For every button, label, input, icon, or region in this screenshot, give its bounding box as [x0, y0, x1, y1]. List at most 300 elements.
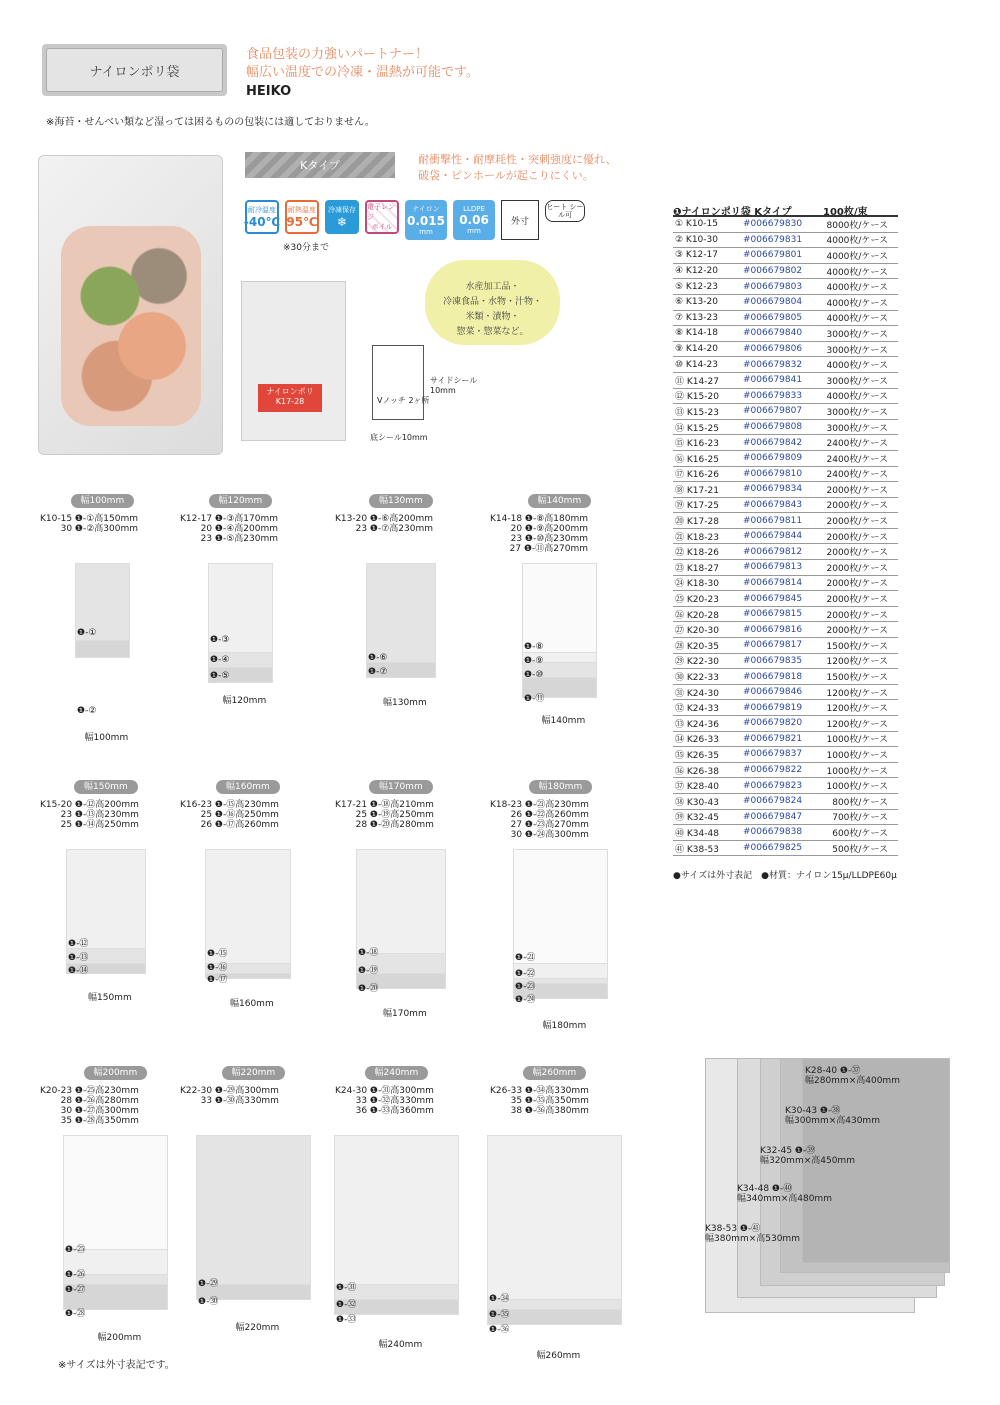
- width-label: 幅170mm: [383, 1009, 427, 1019]
- cell-size: ㉑ K18-23: [675, 532, 719, 543]
- table-row: [673, 248, 898, 264]
- table-row: [673, 420, 898, 436]
- cell-qty: 4000枚/ケース: [826, 251, 888, 262]
- bag-tag: ❶-③: [210, 635, 230, 645]
- cell-size: ⑨ K14-20: [675, 344, 718, 355]
- table-row: [673, 482, 898, 498]
- table-row: [673, 622, 898, 638]
- cell-qty: 4000枚/ケース: [826, 392, 888, 403]
- cell-code: #006679815: [743, 609, 803, 620]
- lldpe-value: 0.06: [459, 213, 489, 227]
- ktype-description: [418, 152, 617, 184]
- cell-qty: 1200枚/ケース: [826, 688, 888, 699]
- cell-code: #006679823: [743, 780, 803, 791]
- size-spec: K24-30 ❶-㉛高300mm 33 ❶-㉜高330mm 36 ❶-㉝高360mm: [335, 1086, 434, 1116]
- bag-tag: ❶-⑭: [68, 966, 89, 976]
- cell-size: ㊱ K26-38: [675, 766, 719, 777]
- size-spec: K15-20 ❶-⑫高200mm 23 ❶-⑬高230mm 25 ❶-⑭高250mm: [40, 800, 139, 830]
- product-photo: [38, 155, 223, 455]
- bag-outline: [334, 1135, 459, 1285]
- cell-qty: 1200枚/ケース: [826, 719, 888, 730]
- bag-tag: ❶-㉖: [65, 1270, 86, 1280]
- cell-size: ⑳ K17-28: [675, 517, 719, 528]
- cell-size: ㉟ K26-35: [675, 750, 719, 761]
- table-row: [673, 763, 898, 779]
- table-row: [673, 732, 898, 748]
- cell-qty: 3000枚/ケース: [826, 376, 888, 387]
- table-row: [673, 716, 898, 732]
- lldpe-label: LLDPE: [463, 205, 485, 213]
- cell-qty: 600枚/ケース: [832, 828, 888, 839]
- cell-qty: 700枚/ケース: [832, 813, 888, 824]
- size-spec: K10-15 ❶-①高150mm 30 ❶-②高300mm: [40, 514, 139, 534]
- bag-tag: ❶-⑮: [207, 949, 228, 959]
- cell-size: ㊴ K32-45: [675, 813, 719, 824]
- bottom-seal-label: 底シール10mm: [370, 433, 428, 442]
- package-label-2: K17-28: [275, 397, 305, 406]
- cold-resist-icon: [245, 200, 279, 234]
- icon-note: ※30分まで: [283, 243, 329, 253]
- bubble-line-2: 冷凍食品・水物・汁物・: [442, 297, 542, 307]
- table-row: [673, 529, 898, 545]
- cell-code: #006679811: [743, 515, 803, 526]
- package-label-1: ナイロンポリ: [266, 387, 314, 396]
- bubble-line-1: 水産加工品・: [465, 282, 520, 292]
- table-footnote: ●サイズは外寸表記 ●材質：ナイロン15μ/LLDPE60μ: [673, 871, 897, 881]
- cell-size: ⑪ K14-27: [675, 376, 719, 387]
- width-pill: 幅100mm: [71, 494, 135, 508]
- cell-qty: 1000枚/ケース: [826, 782, 888, 793]
- cell-code: #006679843: [743, 499, 803, 510]
- usage-note: ※海苔・せんべい類など湿っては困るものの包装には適しておりません。: [46, 117, 375, 128]
- table-row: [673, 373, 898, 389]
- boil-label: ボイル: [371, 223, 393, 231]
- cell-code: #006679821: [743, 733, 803, 744]
- cell-qty: 2400枚/ケース: [826, 439, 888, 450]
- bag-outline: [513, 849, 608, 964]
- width-label: 幅180mm: [542, 1021, 587, 1031]
- cell-code: #006679801: [743, 250, 803, 261]
- table-row: [673, 638, 898, 654]
- cell-size: ㉕ K20-23: [675, 595, 719, 606]
- cell-code: #006679825: [743, 843, 803, 854]
- bag-tag: ❶-㉓: [515, 982, 536, 992]
- microwave-label: 電子レンジ: [367, 203, 395, 221]
- cell-code: #006679830: [743, 219, 803, 230]
- table-row: [673, 513, 898, 529]
- width-label: 幅160mm: [230, 999, 274, 1009]
- width-label: 幅200mm: [97, 1333, 142, 1343]
- cell-qty: 500枚/ケース: [832, 844, 888, 855]
- bag-tag: ❶-①: [77, 628, 97, 638]
- cell-code: #006679824: [743, 796, 803, 807]
- cell-code: #006679810: [743, 468, 803, 479]
- cold-value: -40℃: [243, 215, 281, 229]
- cell-qty: 4000枚/ケース: [826, 236, 888, 247]
- size-spec: K18-23 ❶-㉑高230mm 26 ❶-㉒高260mm 27 ❶-㉓高270mm 30 ❶-㉔高300mm: [490, 800, 589, 840]
- table-row: [673, 591, 898, 607]
- table-row: [673, 389, 898, 405]
- size-spec: K16-23 ❶-⑮高230mm 25 ❶-⑯高250mm 26 ❶-⑰高260mm: [180, 800, 279, 830]
- bag-outline: [66, 849, 146, 949]
- cell-size: ⑫ K15-20: [675, 392, 719, 403]
- width-label: 幅150mm: [88, 993, 132, 1003]
- table-row: [673, 404, 898, 420]
- feature-icons: [245, 200, 585, 240]
- cell-qty: 800枚/ケース: [832, 797, 888, 808]
- large-bag-label: [785, 1106, 880, 1126]
- cold-label: 耐冷温度: [248, 206, 276, 214]
- bag-tag: ❶-㉗: [65, 1285, 86, 1295]
- table-row: [673, 794, 898, 810]
- large-bag-code: K38-53 ❶-㊶: [705, 1224, 761, 1234]
- cell-qty: 3000枚/ケース: [826, 345, 888, 356]
- table-header: [673, 203, 898, 217]
- cell-size: ② K10-30: [675, 234, 718, 245]
- package-label: [258, 384, 322, 412]
- table-row: [673, 778, 898, 794]
- tagline-2: 幅広い温度での冷凍・温熱が可能です。: [246, 65, 479, 80]
- bag-tag: ❶-⑳: [358, 984, 379, 994]
- nylon-value: 0.015: [407, 214, 445, 228]
- no-microwave-icon: [365, 200, 399, 234]
- cell-size: ⑯ K16-25: [675, 454, 719, 465]
- cell-size: ㉛ K24-30: [675, 688, 719, 699]
- cell-size: ㉙ K22-30: [675, 657, 719, 668]
- large-bag-label: [760, 1146, 855, 1166]
- table-row: [673, 700, 898, 716]
- width-pill: 幅220mm: [222, 1066, 286, 1080]
- cell-qty: 2000枚/ケース: [826, 532, 888, 543]
- cell-code: #006679842: [743, 437, 803, 448]
- cell-qty: 2000枚/ケース: [826, 501, 888, 512]
- cell-qty: 2000枚/ケース: [826, 595, 888, 606]
- cell-size: ㉖ K20-28: [675, 610, 719, 621]
- cell-code: #006679804: [743, 297, 803, 308]
- large-bag-code: K30-43 ❶-㊳: [785, 1106, 841, 1116]
- cell-code: #006679808: [743, 422, 803, 433]
- freeze-icon: [325, 200, 359, 234]
- width-pill: 幅260mm: [523, 1066, 587, 1080]
- heat-label: 耐熱温度: [288, 206, 316, 214]
- large-bag-dims: 幅340mm×高480mm: [737, 1194, 832, 1204]
- cell-size: ④ K12-20: [675, 266, 718, 277]
- cell-size: ⑱ K17-21: [675, 485, 719, 496]
- cell-size: ⑩ K14-23: [675, 359, 718, 370]
- cell-code: #006679817: [743, 640, 803, 651]
- footer-note: ※サイズは外寸表記です。: [58, 1360, 175, 1371]
- bag-tag: ❶-⑥: [368, 653, 388, 663]
- nylon-unit: mm: [419, 228, 433, 236]
- size-spec: K17-21 ❶-⑱高210mm 25 ❶-⑲高250mm 28 ❶-⑳高280mm: [335, 800, 434, 830]
- bag-outline: [196, 1135, 311, 1285]
- cell-qty: 2000枚/ケース: [826, 610, 888, 621]
- snowflake-icon: ❄: [336, 215, 348, 229]
- cell-code: #006679831: [743, 234, 803, 245]
- bag-tag: ❶-⑯: [207, 963, 228, 973]
- cell-size: ㊵ K34-48: [675, 828, 719, 839]
- cell-qty: 1500枚/ケース: [826, 641, 888, 652]
- table-row: [673, 654, 898, 670]
- large-bag-label: [737, 1184, 832, 1204]
- cell-size: ㉞ K26-33: [675, 735, 719, 746]
- size-spec: K22-30 ❶-㉙高300mm 33 ❶-㉚高330mm: [180, 1086, 279, 1106]
- cell-code: #006679846: [743, 687, 803, 698]
- cell-size: ⑦ K13-23: [675, 312, 718, 323]
- cell-qty: 2400枚/ケース: [826, 454, 888, 465]
- bag-tag: ❶-㉒: [515, 969, 536, 979]
- bag-tag: ❶-㉜: [336, 1300, 357, 1310]
- bag-tag: ❶-⑦: [368, 667, 388, 677]
- table-row: [673, 326, 898, 342]
- large-bag-dims: 幅280mm×高400mm: [805, 1076, 900, 1086]
- cell-code: #006679814: [743, 577, 803, 588]
- width-label: 幅140mm: [541, 716, 586, 726]
- cell-qty: 3000枚/ケース: [826, 423, 888, 434]
- width-pill: 幅240mm: [365, 1066, 429, 1080]
- width-label: 幅220mm: [235, 1323, 280, 1333]
- cell-code: #006679816: [743, 624, 803, 635]
- cell-size: ㉓ K18-27: [675, 563, 719, 574]
- cell-code: #006679805: [743, 312, 803, 323]
- cell-code: #006679802: [743, 266, 803, 277]
- bag-tag: ❶-⑫: [68, 939, 89, 949]
- cell-code: #006679845: [743, 593, 803, 604]
- cell-qty: 1200枚/ケース: [826, 704, 888, 715]
- bag-tag: ❶-⑰: [207, 975, 228, 985]
- cell-code: #006679847: [743, 811, 803, 822]
- table-row: [673, 560, 898, 576]
- cell-qty: 4000枚/ケース: [826, 314, 888, 325]
- heat-seal-icon: ヒート シール可: [545, 200, 585, 222]
- lldpe-unit: mm: [467, 227, 481, 235]
- table-row: [673, 841, 898, 857]
- cell-code: #006679818: [743, 671, 803, 682]
- cell-qty: 4000枚/ケース: [826, 361, 888, 372]
- cell-size: ㉜ K24-33: [675, 704, 719, 715]
- cell-qty: 1500枚/ケース: [826, 673, 888, 684]
- large-bag-dims: 幅380mm×高530mm: [705, 1234, 800, 1244]
- bag-tag: ❶-㉝: [336, 1315, 357, 1325]
- large-bag-code: K32-45 ❶-㊴: [760, 1146, 816, 1156]
- ktype-desc-2: 破袋・ピンホールが起こりにくい。: [418, 169, 594, 182]
- cell-size: ㉘ K20-35: [675, 641, 719, 652]
- outer-size-icon: 外寸: [501, 200, 539, 240]
- cell-size: ⑬ K15-23: [675, 407, 719, 418]
- cell-code: #006679806: [743, 344, 803, 355]
- cell-code: #006679833: [743, 390, 803, 401]
- cell-qty: 2000枚/ケース: [826, 548, 888, 559]
- bag-tag: ❶-⑧: [524, 642, 544, 652]
- heat-value: 95℃: [286, 215, 318, 229]
- cell-code: #006679834: [743, 484, 803, 495]
- side-seal-width: 10mm: [430, 386, 456, 395]
- cell-qty: 4000枚/ケース: [826, 267, 888, 278]
- bag-tag: ❶-⑤: [210, 671, 230, 681]
- large-bag-code: K34-48 ❶-㊵: [737, 1184, 793, 1194]
- bag-outline: [366, 563, 436, 663]
- table-body: [673, 217, 898, 856]
- cell-qty: 2000枚/ケース: [826, 563, 888, 574]
- table-row: [673, 685, 898, 701]
- table-row: [673, 747, 898, 763]
- bag-tag: ❶-④: [210, 655, 230, 665]
- bag-tag: ❶-㉚: [198, 1297, 219, 1307]
- cell-code: #006679807: [743, 406, 803, 417]
- cell-size: ① K10-15: [675, 219, 718, 230]
- cell-code: #006679844: [743, 531, 803, 542]
- cell-size: ③ K12-17: [675, 250, 718, 261]
- freeze-label: 冷凍保存: [328, 206, 356, 214]
- width-label: 幅120mm: [222, 696, 267, 706]
- bag-outline: [487, 1135, 622, 1300]
- cell-code: #006679832: [743, 359, 803, 370]
- bubble-line-3: 米類・漬物・: [465, 312, 520, 322]
- bag-tag: ❶-㉞: [489, 1294, 510, 1304]
- width-pill: 幅170mm: [369, 780, 433, 794]
- bag-tag: ❶-⑱: [358, 948, 379, 958]
- table-row: [673, 233, 898, 249]
- cell-code: #006679838: [743, 827, 803, 838]
- cell-size: ㉗ K20-30: [675, 626, 719, 637]
- cell-size: ⑥ K13-20: [675, 297, 718, 308]
- table-row: [673, 810, 898, 826]
- cell-qty: 2400枚/ケース: [826, 470, 888, 481]
- cell-qty: 1000枚/ケース: [826, 750, 888, 761]
- table-header-name: ❶ナイロンポリ袋 Kタイプ: [673, 207, 792, 218]
- bag-tag: ❶-㉕: [65, 1245, 86, 1255]
- table-row: [673, 279, 898, 295]
- bag-outline: [356, 849, 446, 954]
- title-tab: [42, 44, 227, 96]
- page-title: ナイロンポリ袋: [46, 48, 223, 92]
- cell-code: #006679840: [743, 328, 803, 339]
- cell-qty: 2000枚/ケース: [826, 626, 888, 637]
- bubble-line-4: 惣菜・惣菜など。: [456, 327, 529, 337]
- cell-code: #006679835: [743, 655, 803, 666]
- side-seal-text: サイドシール: [430, 376, 478, 385]
- size-spec: K26-33 ❶-㉞高330mm 35 ❶-㉟高350mm 38 ❶-㊱高380mm: [490, 1086, 589, 1116]
- cell-code: #006679803: [743, 281, 803, 292]
- table-row: [673, 544, 898, 560]
- cell-qty: 1000枚/ケース: [826, 766, 888, 777]
- width-label: 幅100mm: [84, 733, 129, 743]
- cell-size: ㉚ K22-33: [675, 673, 719, 684]
- cell-size: ⑰ K16-26: [675, 470, 719, 481]
- cell-code: #006679809: [743, 453, 803, 464]
- ktype-desc-1: 耐衝撃性・耐摩耗性・突刺強度に優れ、: [418, 153, 617, 166]
- cell-size: ⑮ K16-23: [675, 439, 719, 450]
- tagline-1: 食品包装の力強いパートナー！: [246, 47, 429, 62]
- cell-size: ㉔ K18-30: [675, 579, 719, 590]
- brand-logo: HEIKO: [246, 84, 292, 99]
- cell-qty: 8000枚/ケース: [826, 220, 888, 231]
- cell-size: ㊳ K30-43: [675, 797, 719, 808]
- bag-tag: ❶-②: [77, 706, 97, 716]
- width-pill: 幅180mm: [529, 780, 593, 794]
- large-bag-sizes: [705, 1058, 950, 1313]
- width-label: 幅240mm: [378, 1340, 423, 1350]
- cell-code: #006679822: [743, 765, 803, 776]
- width-label: 幅130mm: [383, 698, 427, 708]
- nylon-thickness-icon: [405, 200, 447, 240]
- width-pill: 幅150mm: [74, 780, 138, 794]
- bag-diagram: [372, 345, 424, 420]
- table-row: [673, 498, 898, 514]
- cell-size: ㉝ K24-36: [675, 719, 719, 730]
- table-header-unit: 100枚/束: [823, 207, 868, 218]
- bag-tag: ❶-㉘: [65, 1309, 86, 1319]
- cell-code: #006679812: [743, 546, 803, 557]
- bag-tag: ❶-㉛: [336, 1283, 357, 1293]
- large-bag-label: [805, 1066, 900, 1086]
- bag-tag: ❶-⑬: [68, 953, 89, 963]
- bag-outline: [63, 1135, 168, 1250]
- cell-qty: 3000枚/ケース: [826, 329, 888, 340]
- table-row: [673, 825, 898, 841]
- large-bag-dims: 幅320mm×高450mm: [760, 1156, 855, 1166]
- ktype-banner: Kタイプ: [245, 152, 395, 178]
- size-spec: K12-17 ❶-③高170mm 20 ❶-④高200mm 23 ❶-⑤高230mm: [180, 514, 279, 544]
- cell-code: #006679819: [743, 702, 803, 713]
- product-table: [673, 203, 898, 856]
- width-label: 幅260mm: [536, 1351, 581, 1361]
- cell-size: ⑲ K17-25: [675, 501, 719, 512]
- bag-tag: ❶-⑲: [358, 966, 379, 976]
- lldpe-thickness-icon: [453, 200, 495, 240]
- usage-bubble: [425, 260, 560, 345]
- food-image: [61, 226, 201, 426]
- large-bag-dims: 幅300mm×高430mm: [785, 1116, 880, 1126]
- table-row: [673, 342, 898, 358]
- table-row: [673, 311, 898, 327]
- bag-tag: ❶-㊱: [489, 1325, 510, 1335]
- cell-code: #006679813: [743, 562, 803, 573]
- table-row: [673, 576, 898, 592]
- cell-qty: 1200枚/ケース: [826, 657, 888, 668]
- table-row: [673, 264, 898, 280]
- cell-qty: 3000枚/ケース: [826, 407, 888, 418]
- cell-size: ⑧ K14-18: [675, 328, 718, 339]
- large-bag-code: K28-40 ❶-㊲: [805, 1066, 861, 1076]
- bag-tag: ❶-⑨: [524, 656, 544, 666]
- cell-qty: 4000枚/ケース: [826, 298, 888, 309]
- table-row: [673, 435, 898, 451]
- width-pill: 幅160mm: [216, 780, 280, 794]
- bag-tag: ❶-⑩: [524, 670, 544, 680]
- table-row: [673, 295, 898, 311]
- heat-resist-icon: [285, 200, 319, 234]
- cell-qty: 2000枚/ケース: [826, 485, 888, 496]
- vnotch-label: Vノッチ 2ヶ所: [377, 396, 430, 405]
- cell-qty: 2000枚/ケース: [826, 579, 888, 590]
- bag-tag: ❶-㉙: [198, 1279, 219, 1289]
- table-row: [673, 467, 898, 483]
- table-row: [673, 357, 898, 373]
- cell-qty: 4000枚/ケース: [826, 283, 888, 294]
- bag-tag: ❶-㉟: [489, 1310, 510, 1320]
- bag-outline: [522, 563, 597, 653]
- size-spec: K13-20 ❶-⑥高200mm 23 ❶-⑦高230mm: [335, 514, 434, 534]
- cell-size: ㉒ K18-26: [675, 548, 719, 559]
- bag-tag: ❶-㉔: [515, 995, 536, 1005]
- table-row: [673, 607, 898, 623]
- package-photo: [241, 281, 346, 441]
- size-spec: K14-18 ❶-⑧高180mm 20 ❶-⑨高200mm 23 ❶-⑩高230mm 27 ❶-⑪高270mm: [490, 514, 589, 554]
- width-pill: 幅140mm: [528, 494, 592, 508]
- width-pill: 幅200mm: [84, 1066, 148, 1080]
- cell-qty: 2000枚/ケース: [826, 517, 888, 528]
